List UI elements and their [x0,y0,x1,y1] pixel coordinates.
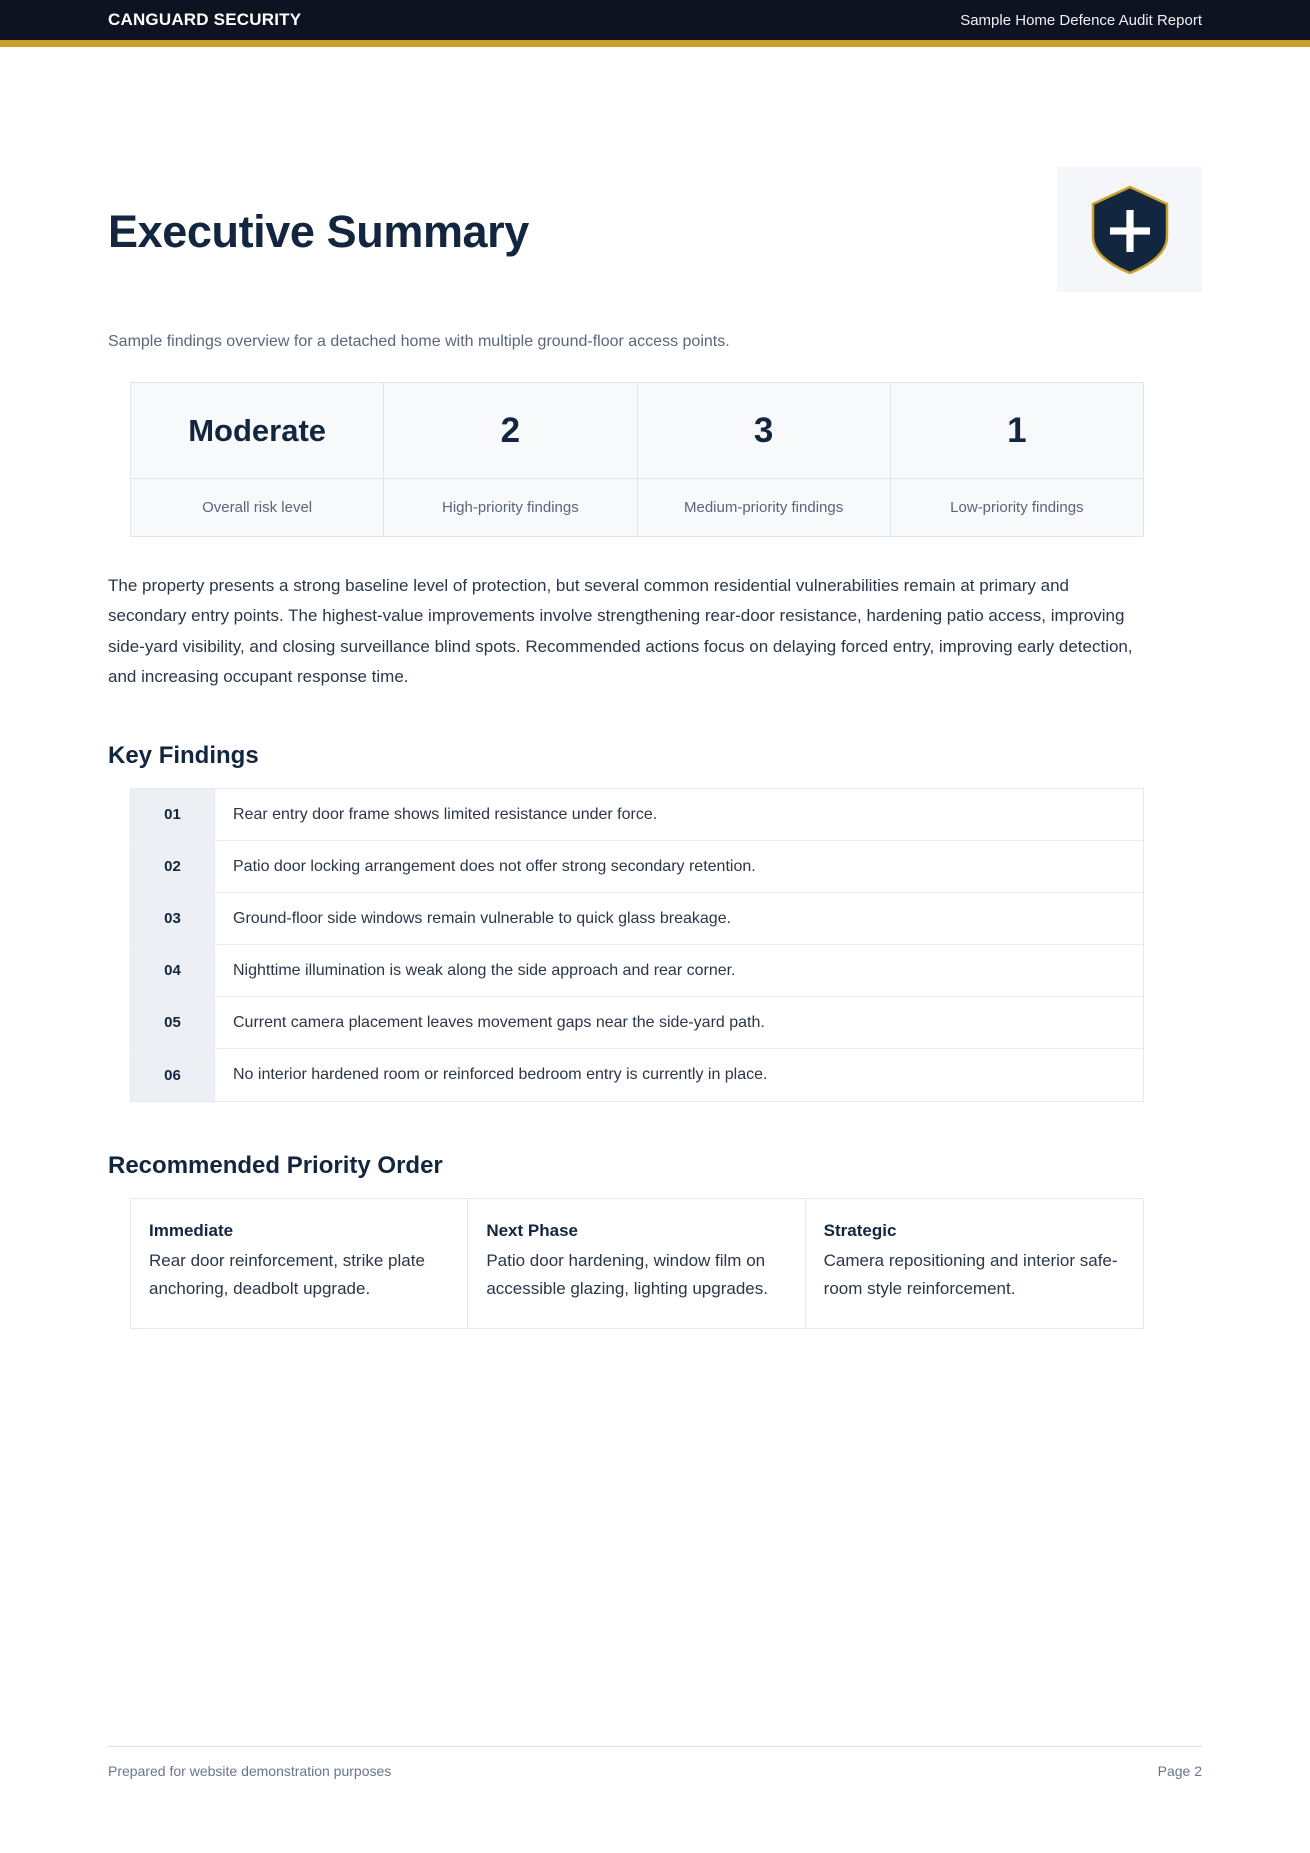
priority-body: Rear door reinforcement, strike plate anchoring, deadbolt upgrade. [149,1251,425,1298]
priority-title: Strategic [823,1221,897,1240]
table-row [131,945,1143,997]
finding-text: Current camera placement leaves movement gaps near the side-yard path. [215,997,1143,1049]
key-findings-table [130,788,1144,1102]
stat-cell-high-priority [384,383,637,479]
accent-stripe [0,40,1310,47]
page-title: Executive Summary [108,206,529,257]
stat-value: 1 [1007,411,1027,450]
finding-number: 02 [131,841,215,893]
finding-number: 01 [131,789,215,841]
stat-cell-risk-level [131,383,384,479]
finding-number: 03 [131,893,215,945]
stat-value: 3 [753,411,774,450]
stat-label-cell [384,479,637,537]
summary-stats-table [130,382,1144,537]
finding-number: 04 [131,945,215,997]
table-row [131,997,1143,1049]
stat-label: High-priority findings [442,499,579,516]
finding-text: No interior hardened room or reinforced bedroom entry is currently in place. [233,1066,768,1083]
stat-label: Low-priority findings [950,499,1084,516]
footer-page-number: Page 2 [1157,1763,1202,1779]
priority-body: Camera repositioning and interior safe-room style reinforcement. [823,1251,1118,1298]
priority-title: Next Phase [486,1221,578,1240]
finding-text: Ground-floor side windows remain vulnerable to quick glass breakage. [215,893,1143,945]
table-row [131,789,1143,841]
priority-column-next-phase [468,1199,805,1328]
stat-value: 2 [500,411,521,450]
stat-label-cell [637,479,890,537]
document-header-bar [0,0,1310,40]
title-row [108,167,1202,292]
priority-column-immediate [131,1199,468,1328]
priority-order-heading: Recommended Priority Order [108,1152,443,1179]
finding-number: 05 [131,997,215,1049]
executive-summary-paragraph: The property presents a strong baseline level of protection, but several common residential vulnerabilities remain at primary and secondary entry points. The highest-value improvements involve strengthening rear-door resistance, hardening patio access, improving side-yard visibility, and closing surveillance blind spots. Recommended actions focus on delaying forced entry, improving early detection, and increasing occupant response time. [108,576,1133,686]
brand-name: CANGUARD SECURITY [108,10,302,29]
table-row [131,1199,1143,1328]
finding-text: Patio door locking arrangement does not offer strong secondary retention. [215,841,1143,893]
shield-cross-icon [1088,184,1172,276]
stats-value-row [131,383,1144,479]
table-row [131,841,1143,893]
finding-text: Rear entry door frame shows limited resistance under force. [215,789,1143,841]
finding-text: Nighttime illumination is weak along the side approach and rear corner. [215,945,1143,997]
key-findings-heading: Key Findings [108,742,259,769]
priority-order-table [130,1198,1144,1329]
priority-column-strategic [806,1199,1143,1328]
stat-value: Moderate [188,413,327,448]
page-footer [108,1746,1202,1779]
priority-body: Patio door hardening, window film on accessible glazing, lighting upgrades. [486,1251,768,1298]
stat-label: Overall risk level [202,499,313,516]
finding-number: 06 [131,1049,215,1101]
stats-label-row [131,479,1144,537]
stat-label-cell [131,479,384,537]
page-content [0,167,1310,1329]
subtitle: Sample findings overview for a detached home with multiple ground-floor access points. [108,333,730,350]
stat-label-cell [890,479,1143,537]
document-label: Sample Home Defence Audit Report [960,11,1202,29]
stat-cell-medium-priority [637,383,890,479]
priority-title: Immediate [149,1221,234,1240]
table-row [131,893,1143,945]
table-row [131,1049,1143,1101]
stat-cell-low-priority [890,383,1143,479]
stat-label: Medium-priority findings [684,499,844,516]
footer-left-note: Prepared for website demonstration purposes [108,1763,392,1779]
logo-box [1057,167,1202,292]
